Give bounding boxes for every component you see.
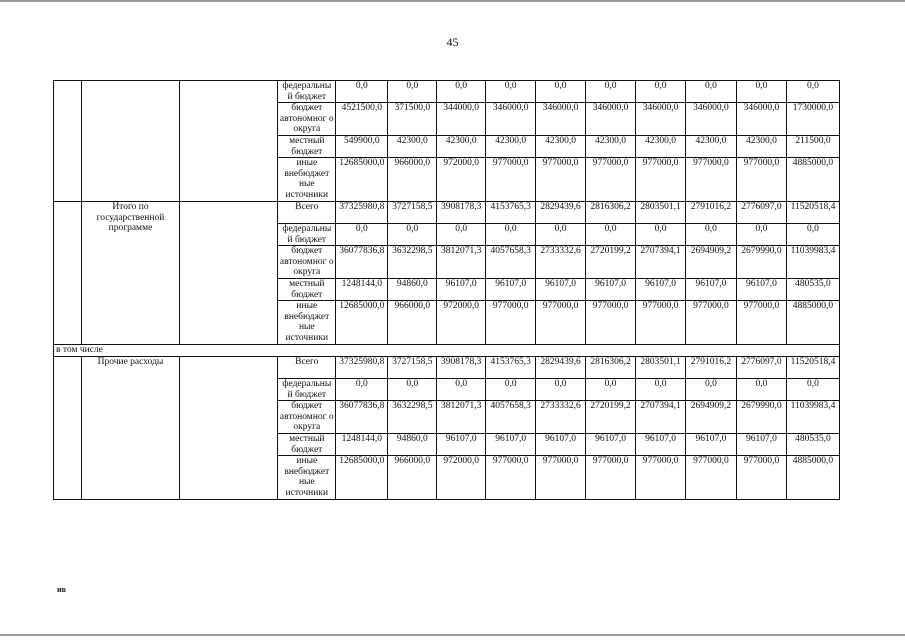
value-cell: 96107,0 [586, 434, 636, 456]
value-cell: 11039983,4 [786, 246, 839, 279]
value-cell: 977000,0 [685, 456, 736, 500]
value-cell: 0,0 [536, 379, 586, 401]
value-cell: 977000,0 [586, 301, 636, 345]
value-cell: 3727158,5 [388, 202, 437, 224]
value-cell: 2707394,1 [636, 401, 686, 434]
footnote-mark: ив [57, 585, 66, 594]
value-cell: 0,0 [388, 81, 437, 103]
value-cell: 3812071,3 [437, 401, 486, 434]
value-cell: 211500,0 [786, 136, 839, 158]
value-cell: 346000,0 [685, 103, 736, 136]
value-cell: 0,0 [536, 81, 586, 103]
value-cell: 977000,0 [736, 456, 786, 500]
value-cell: 4057658,3 [486, 401, 536, 434]
value-cell: 480535,0 [786, 279, 839, 301]
program-cell: Итого по государственной программе [81, 202, 180, 345]
value-cell: 0,0 [437, 81, 486, 103]
value-cell: 37325980,8 [336, 357, 388, 379]
value-cell: 977000,0 [636, 456, 686, 500]
table-row [54, 202, 840, 224]
value-cell: 96107,0 [736, 279, 786, 301]
value-cell: 2791016,2 [685, 202, 736, 224]
value-cell: 977000,0 [736, 301, 786, 345]
value-cell: 4057658,3 [486, 246, 536, 279]
value-cell: 4885000,0 [786, 456, 839, 500]
value-cell: 480535,0 [786, 434, 839, 456]
program-cell [81, 81, 180, 202]
value-cell: 0,0 [685, 379, 736, 401]
group-index-cell [54, 357, 82, 500]
value-cell: 1248144,0 [336, 434, 388, 456]
value-cell: 2829439,6 [536, 202, 586, 224]
value-cell: 42300,0 [388, 136, 437, 158]
value-cell: 0,0 [486, 379, 536, 401]
value-cell: 96107,0 [486, 434, 536, 456]
value-cell: 0,0 [586, 379, 636, 401]
value-cell: 346000,0 [636, 103, 686, 136]
value-cell: 2733332,6 [536, 401, 586, 434]
value-cell: 346000,0 [486, 103, 536, 136]
page-number: 45 [446, 35, 459, 49]
value-cell: 966000,0 [388, 301, 437, 345]
value-cell: 42300,0 [736, 136, 786, 158]
value-cell: 0,0 [736, 379, 786, 401]
program-cell: Прочие расходы [81, 357, 180, 500]
value-cell: 977000,0 [586, 158, 636, 202]
funding-source: Всего [278, 202, 336, 224]
value-cell: 0,0 [786, 379, 839, 401]
value-cell: 2694909,2 [685, 246, 736, 279]
value-cell: 977000,0 [636, 301, 686, 345]
value-cell: 966000,0 [388, 456, 437, 500]
funding-source: иные внебюджет ные источники [278, 456, 336, 500]
value-cell: 11039983,4 [786, 401, 839, 434]
value-cell: 977000,0 [636, 158, 686, 202]
value-cell: 0,0 [536, 224, 586, 246]
value-cell: 96107,0 [437, 279, 486, 301]
value-cell: 3908178,3 [437, 202, 486, 224]
value-cell: 4153765,3 [486, 357, 536, 379]
value-cell: 346000,0 [736, 103, 786, 136]
value-cell: 2720199,2 [586, 401, 636, 434]
value-cell: 972000,0 [437, 158, 486, 202]
responsible-cell [180, 202, 278, 345]
value-cell: 2791016,2 [685, 357, 736, 379]
value-cell: 0,0 [736, 224, 786, 246]
value-cell: 2816306,2 [586, 202, 636, 224]
value-cell: 96107,0 [536, 279, 586, 301]
value-cell: 371500,0 [388, 103, 437, 136]
funding-source: местный бюджет [278, 136, 336, 158]
value-cell: 96107,0 [536, 434, 586, 456]
value-cell: 42300,0 [685, 136, 736, 158]
value-cell: 0,0 [437, 379, 486, 401]
value-cell: 0,0 [336, 81, 388, 103]
value-cell: 96107,0 [685, 434, 736, 456]
value-cell: 977000,0 [486, 456, 536, 500]
value-cell: 0,0 [437, 224, 486, 246]
funding-source: Всего [278, 357, 336, 379]
value-cell: 0,0 [336, 379, 388, 401]
value-cell: 11520518,4 [786, 202, 839, 224]
value-cell: 96107,0 [586, 279, 636, 301]
value-cell: 977000,0 [536, 158, 586, 202]
responsible-cell [180, 357, 278, 500]
value-cell: 2694909,2 [685, 401, 736, 434]
value-cell: 12685000,0 [336, 301, 388, 345]
value-cell: 549900,0 [336, 136, 388, 158]
value-cell: 977000,0 [486, 158, 536, 202]
value-cell: 96107,0 [486, 279, 536, 301]
value-cell: 977000,0 [685, 301, 736, 345]
value-cell: 977000,0 [586, 456, 636, 500]
value-cell: 2803501,1 [636, 202, 686, 224]
value-cell: 4885000,0 [786, 301, 839, 345]
value-cell: 346000,0 [536, 103, 586, 136]
value-cell: 42300,0 [486, 136, 536, 158]
value-cell: 0,0 [636, 224, 686, 246]
value-cell: 2776097,0 [736, 202, 786, 224]
value-cell: 11520518,4 [786, 357, 839, 379]
value-cell: 36077836,8 [336, 401, 388, 434]
value-cell: 2803501,1 [636, 357, 686, 379]
value-cell: 2829439,6 [536, 357, 586, 379]
value-cell: 96107,0 [736, 434, 786, 456]
value-cell: 1248144,0 [336, 279, 388, 301]
value-cell: 0,0 [736, 81, 786, 103]
value-cell: 0,0 [786, 224, 839, 246]
value-cell: 977000,0 [685, 158, 736, 202]
value-cell: 346000,0 [586, 103, 636, 136]
responsible-cell [180, 81, 278, 202]
value-cell: 12685000,0 [336, 158, 388, 202]
value-cell: 0,0 [786, 81, 839, 103]
value-cell: 2679990,0 [736, 246, 786, 279]
value-cell: 966000,0 [388, 158, 437, 202]
value-cell: 4153765,3 [486, 202, 536, 224]
value-cell: 96107,0 [636, 279, 686, 301]
value-cell: 977000,0 [486, 301, 536, 345]
funding-source: местный бюджет [278, 279, 336, 301]
funding-source: местный бюджет [278, 434, 336, 456]
value-cell: 3632298,5 [388, 401, 437, 434]
value-cell: 42300,0 [636, 136, 686, 158]
budget-table [53, 80, 840, 500]
value-cell: 977000,0 [536, 456, 586, 500]
value-cell: 0,0 [636, 81, 686, 103]
value-cell: 4885000,0 [786, 158, 839, 202]
funding-source: иные внебюджет ные источники [278, 301, 336, 345]
value-cell: 2776097,0 [736, 357, 786, 379]
funding-source: бюджет автономног о округа [278, 401, 336, 434]
scan-bottom-edge [0, 634, 905, 636]
value-cell: 96107,0 [636, 434, 686, 456]
group-index-cell [54, 81, 82, 202]
funding-source: федеральны й бюджет [278, 81, 336, 103]
value-cell: 1730000,0 [786, 103, 839, 136]
value-cell: 3727158,5 [388, 357, 437, 379]
value-cell: 42300,0 [586, 136, 636, 158]
value-cell: 972000,0 [437, 456, 486, 500]
value-cell: 0,0 [685, 224, 736, 246]
value-cell: 2733332,6 [536, 246, 586, 279]
value-cell: 972000,0 [437, 301, 486, 345]
funding-source: бюджет автономног о округа [278, 246, 336, 279]
value-cell: 0,0 [336, 224, 388, 246]
group-index-cell [54, 202, 82, 345]
value-cell: 3908178,3 [437, 357, 486, 379]
value-cell: 3812071,3 [437, 246, 486, 279]
funding-source: бюджет автономног о округа [278, 103, 336, 136]
funding-source: федеральны й бюджет [278, 379, 336, 401]
value-cell: 0,0 [636, 379, 686, 401]
value-cell: 0,0 [486, 224, 536, 246]
table-row [54, 81, 840, 103]
value-cell: 2816306,2 [586, 357, 636, 379]
value-cell: 3632298,5 [388, 246, 437, 279]
value-cell: 2707394,1 [636, 246, 686, 279]
table-row [54, 357, 840, 379]
value-cell: 96107,0 [685, 279, 736, 301]
value-cell: 42300,0 [536, 136, 586, 158]
value-cell: 0,0 [685, 81, 736, 103]
value-cell: 2679990,0 [736, 401, 786, 434]
value-cell: 977000,0 [736, 158, 786, 202]
value-cell: 12685000,0 [336, 456, 388, 500]
value-cell: 0,0 [586, 224, 636, 246]
value-cell: 36077836,8 [336, 246, 388, 279]
value-cell: 0,0 [388, 379, 437, 401]
funding-source: федеральны й бюджет [278, 224, 336, 246]
value-cell: 0,0 [388, 224, 437, 246]
value-cell: 94860,0 [388, 279, 437, 301]
section-separator: в том числе [54, 345, 840, 357]
value-cell: 94860,0 [388, 434, 437, 456]
value-cell: 2720199,2 [586, 246, 636, 279]
funding-source: иные внебюджет ные источники [278, 158, 336, 202]
value-cell: 0,0 [486, 81, 536, 103]
value-cell: 4521500,0 [336, 103, 388, 136]
value-cell: 344000,0 [437, 103, 486, 136]
scan-top-edge [0, 0, 905, 2]
value-cell: 977000,0 [536, 301, 586, 345]
value-cell: 0,0 [586, 81, 636, 103]
table-row [54, 345, 840, 357]
value-cell: 42300,0 [437, 136, 486, 158]
value-cell: 96107,0 [437, 434, 486, 456]
value-cell: 37325980,8 [336, 202, 388, 224]
